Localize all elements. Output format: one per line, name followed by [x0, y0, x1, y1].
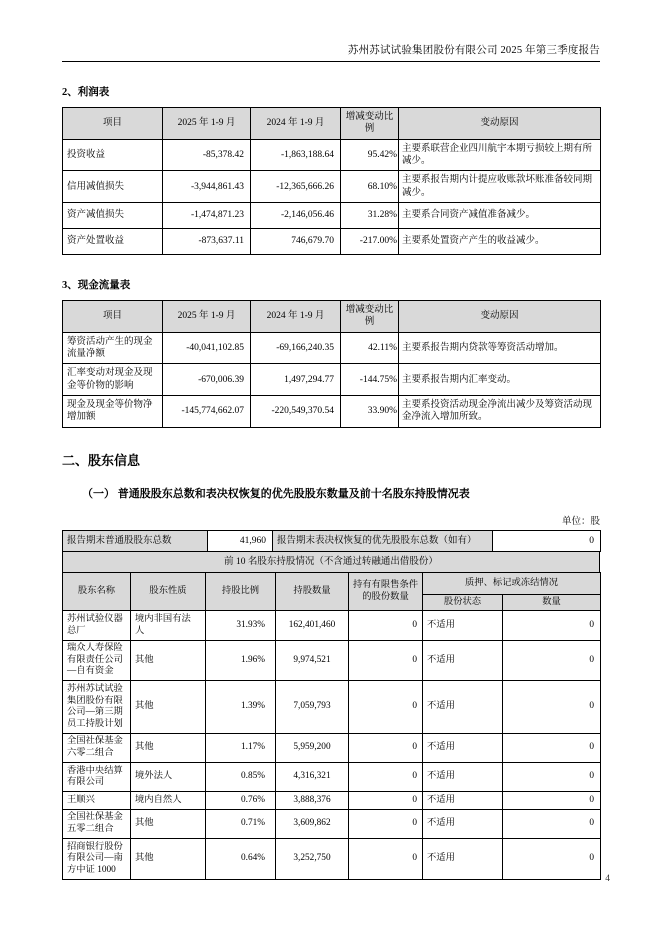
table-cell: 162,401,460 [276, 611, 349, 640]
table-cell: -670,006.39 [163, 364, 251, 396]
table-cell: 现金及现金等价物净增加额 [63, 396, 163, 428]
table-cell: 746,679.70 [251, 229, 341, 255]
table-cell: 68.10% [341, 171, 399, 203]
table-cell: 31.93% [206, 611, 276, 640]
table-cell: 招商银行股份有限公司—南方中证 1000 [63, 839, 131, 880]
shareholder-summary-table [62, 530, 601, 552]
table-cell: 0 [503, 809, 601, 838]
col-header-nature: 股东性质 [131, 572, 206, 611]
top10-banner-label: 前 10 名股东持股情况（不含通过转融通出借股份） [63, 551, 600, 572]
table-cell: -873,637.11 [163, 229, 251, 255]
table-cell: 0.76% [206, 792, 276, 810]
table-cell: 0 [503, 611, 601, 640]
table-cell: -2,146,056.46 [251, 203, 341, 229]
col-header-pledge-status: 股份状态 [423, 594, 503, 611]
table-cell: 1.96% [206, 640, 276, 681]
table-cell: 主要系合同资产减值准备减少。 [399, 203, 601, 229]
table-cell: 主要系投资活动现金净流出减少及筹资活动现金净流入增加所致。 [399, 396, 601, 428]
col-header-name: 股东名称 [63, 572, 131, 611]
table-cell: 0 [503, 640, 601, 681]
table-cell: 其他 [131, 640, 206, 681]
table-cell: 1.17% [206, 733, 276, 762]
table-cell: 0 [503, 839, 601, 880]
table-cell: 境外法人 [131, 763, 206, 792]
column-header: 2024 年 1-9 月 [251, 108, 341, 140]
shareholder-info-heading: 二、股东信息 [62, 452, 141, 468]
table-cell: 42.11% [341, 332, 399, 364]
table-row [63, 640, 601, 681]
table-row [63, 681, 601, 733]
table-cell: 不适用 [423, 611, 503, 640]
table-row [63, 763, 601, 792]
col-header-pledge-group: 质押、标记或冻结情况 [423, 572, 601, 594]
table-cell: 其他 [131, 839, 206, 880]
page-header-title: 苏州苏试试验集团股份有限公司 2025 年第三季度报告 [347, 45, 600, 56]
table-cell: 0 [503, 792, 601, 810]
table-cell: -40,041,102.85 [163, 332, 251, 364]
income-statement-heading: 2、利润表 [62, 87, 110, 98]
table-cell: 0 [503, 681, 601, 733]
table-row [63, 139, 601, 171]
column-header: 变动原因 [399, 301, 601, 333]
table-cell: 全国社保基金五零二组合 [63, 809, 131, 838]
top10-banner-row [63, 551, 600, 572]
table-cell: 苏州试验仪器总厂 [63, 611, 131, 640]
column-header: 项目 [63, 108, 163, 140]
table-row [63, 203, 601, 229]
table-cell: 0 [503, 733, 601, 762]
preferred-shareholders-value: 0 [493, 530, 601, 551]
table-cell: 1,497,294.77 [251, 364, 341, 396]
table-row [63, 364, 601, 396]
table-cell: 0 [349, 611, 423, 640]
table-row [63, 792, 601, 810]
top10-banner-table [62, 551, 600, 573]
table-cell: 0.85% [206, 763, 276, 792]
table-row [63, 396, 601, 428]
table-cell: 不适用 [423, 733, 503, 762]
table-cell: 33.90% [341, 396, 399, 428]
col-header-quantity: 持股数量 [276, 572, 349, 611]
table-cell: -145,774,662.07 [163, 396, 251, 428]
table-cell: -3,944,861.43 [163, 171, 251, 203]
table-row [63, 809, 601, 838]
table-row [63, 611, 601, 640]
table-cell: 主要系联营企业四川航宇本期亏损较上期有所减少。 [399, 139, 601, 171]
table-cell: 汇率变动对现金及现金等价物的影响 [63, 364, 163, 396]
table-cell: 31.28% [341, 203, 399, 229]
table-cell: 其他 [131, 733, 206, 762]
page-number: 4 [605, 874, 610, 884]
table-cell: 7,059,793 [276, 681, 349, 733]
table-cell: 主要系处置资产产生的收益减少。 [399, 229, 601, 255]
table-cell: -1,474,871.23 [163, 203, 251, 229]
shareholder-header-row-1 [63, 572, 601, 594]
preferred-shareholders-label: 报告期末表决权恢复的优先股股东总数（如有） [273, 530, 493, 551]
table-cell: 其他 [131, 809, 206, 838]
table-row [63, 332, 601, 364]
table-cell: 主要系报告期内汇率变动。 [399, 364, 601, 396]
table-cell: 9,974,521 [276, 640, 349, 681]
table-cell: 3,252,750 [276, 839, 349, 880]
table-cell: 其他 [131, 681, 206, 733]
table-cell: 0 [503, 763, 601, 792]
table-cell: 主要系报告期内计提应收账款坏账准备较同期减少。 [399, 171, 601, 203]
table-cell: 不适用 [423, 792, 503, 810]
table-cell: 苏州苏试试验集团股份有限公司—第三期员工持股计划 [63, 681, 131, 733]
table-cell: 筹资活动产生的现金流量净额 [63, 332, 163, 364]
table-cell: 香港中央结算有限公司 [63, 763, 131, 792]
table-cell: 瑞众人寿保险有限责任公司—自有资金 [63, 640, 131, 681]
table-cell: 王顺兴 [63, 792, 131, 810]
table-cell: 4,316,321 [276, 763, 349, 792]
table-cell: 不适用 [423, 763, 503, 792]
table-cell: 资产处置收益 [63, 229, 163, 255]
col-header-pledge-qty: 数量 [503, 594, 601, 611]
table-cell: 资产减值损失 [63, 203, 163, 229]
table-cell: 不适用 [423, 640, 503, 681]
table-row [63, 171, 601, 203]
cashflow-statement-heading: 3、现金流量表 [62, 280, 131, 292]
shareholder-subheading: （一） 普通股股东总数和表决权恢复的优先股股东数量及前十名股东持股情况表 [82, 487, 470, 500]
column-header: 2025 年 1-9 月 [163, 108, 251, 140]
table-cell: -217.00% [341, 229, 399, 255]
table-cell: 全国社保基金六零二组合 [63, 733, 131, 762]
column-header: 项目 [63, 301, 163, 333]
income-statement-table [62, 107, 601, 255]
column-header: 增减变动比例 [341, 301, 399, 333]
table-cell: 0 [349, 681, 423, 733]
table-cell: 不适用 [423, 839, 503, 880]
col-header-restricted: 持有有限售条件的股份数量 [349, 572, 423, 611]
table-cell: 0 [349, 640, 423, 681]
table-cell: 不适用 [423, 681, 503, 733]
column-header: 变动原因 [399, 108, 601, 140]
column-header: 增减变动比例 [341, 108, 399, 140]
income-table-header-row [63, 108, 601, 140]
table-cell: 5,959,200 [276, 733, 349, 762]
table-cell: -85,378.42 [163, 139, 251, 171]
table-cell: 0 [349, 733, 423, 762]
common-shareholders-value: 41,960 [208, 530, 273, 551]
table-cell: 投资收益 [63, 139, 163, 171]
table-cell: -69,166,240.35 [251, 332, 341, 364]
table-cell: 境内自然人 [131, 792, 206, 810]
unit-label: 单位：股 [561, 516, 600, 527]
table-cell: -144.75% [341, 364, 399, 396]
cashflow-table-header-row [63, 301, 601, 333]
table-cell: -12,365,666.26 [251, 171, 341, 203]
common-shareholders-label: 报告期末普通股股东总数 [63, 530, 208, 551]
table-cell: 0.71% [206, 809, 276, 838]
table-cell: 主要系报告期内贷款等筹资活动增加。 [399, 332, 601, 364]
column-header: 2024 年 1-9 月 [251, 301, 341, 333]
table-cell: -220,549,370.54 [251, 396, 341, 428]
cashflow-statement-table [62, 300, 601, 428]
table-cell: 信用减值损失 [63, 171, 163, 203]
table-cell: 1.39% [206, 681, 276, 733]
table-row [63, 839, 601, 880]
table-cell: 不适用 [423, 809, 503, 838]
table-cell: 0 [349, 792, 423, 810]
table-cell: 境内非国有法人 [131, 611, 206, 640]
table-cell: 0 [349, 809, 423, 838]
table-row [63, 733, 601, 762]
page-header [62, 0, 600, 62]
col-header-ratio: 持股比例 [206, 572, 276, 611]
column-header: 2025 年 1-9 月 [163, 301, 251, 333]
table-cell: 0 [349, 763, 423, 792]
shareholder-summary-row [63, 530, 601, 551]
table-cell: 95.42% [341, 139, 399, 171]
table-cell: -1,863,188.64 [251, 139, 341, 171]
table-row [63, 229, 601, 255]
table-cell: 3,888,376 [276, 792, 349, 810]
table-cell: 3,609,862 [276, 809, 349, 838]
table-cell: 0 [349, 839, 423, 880]
table-cell: 0.64% [206, 839, 276, 880]
top10-shareholders-table [62, 572, 601, 880]
